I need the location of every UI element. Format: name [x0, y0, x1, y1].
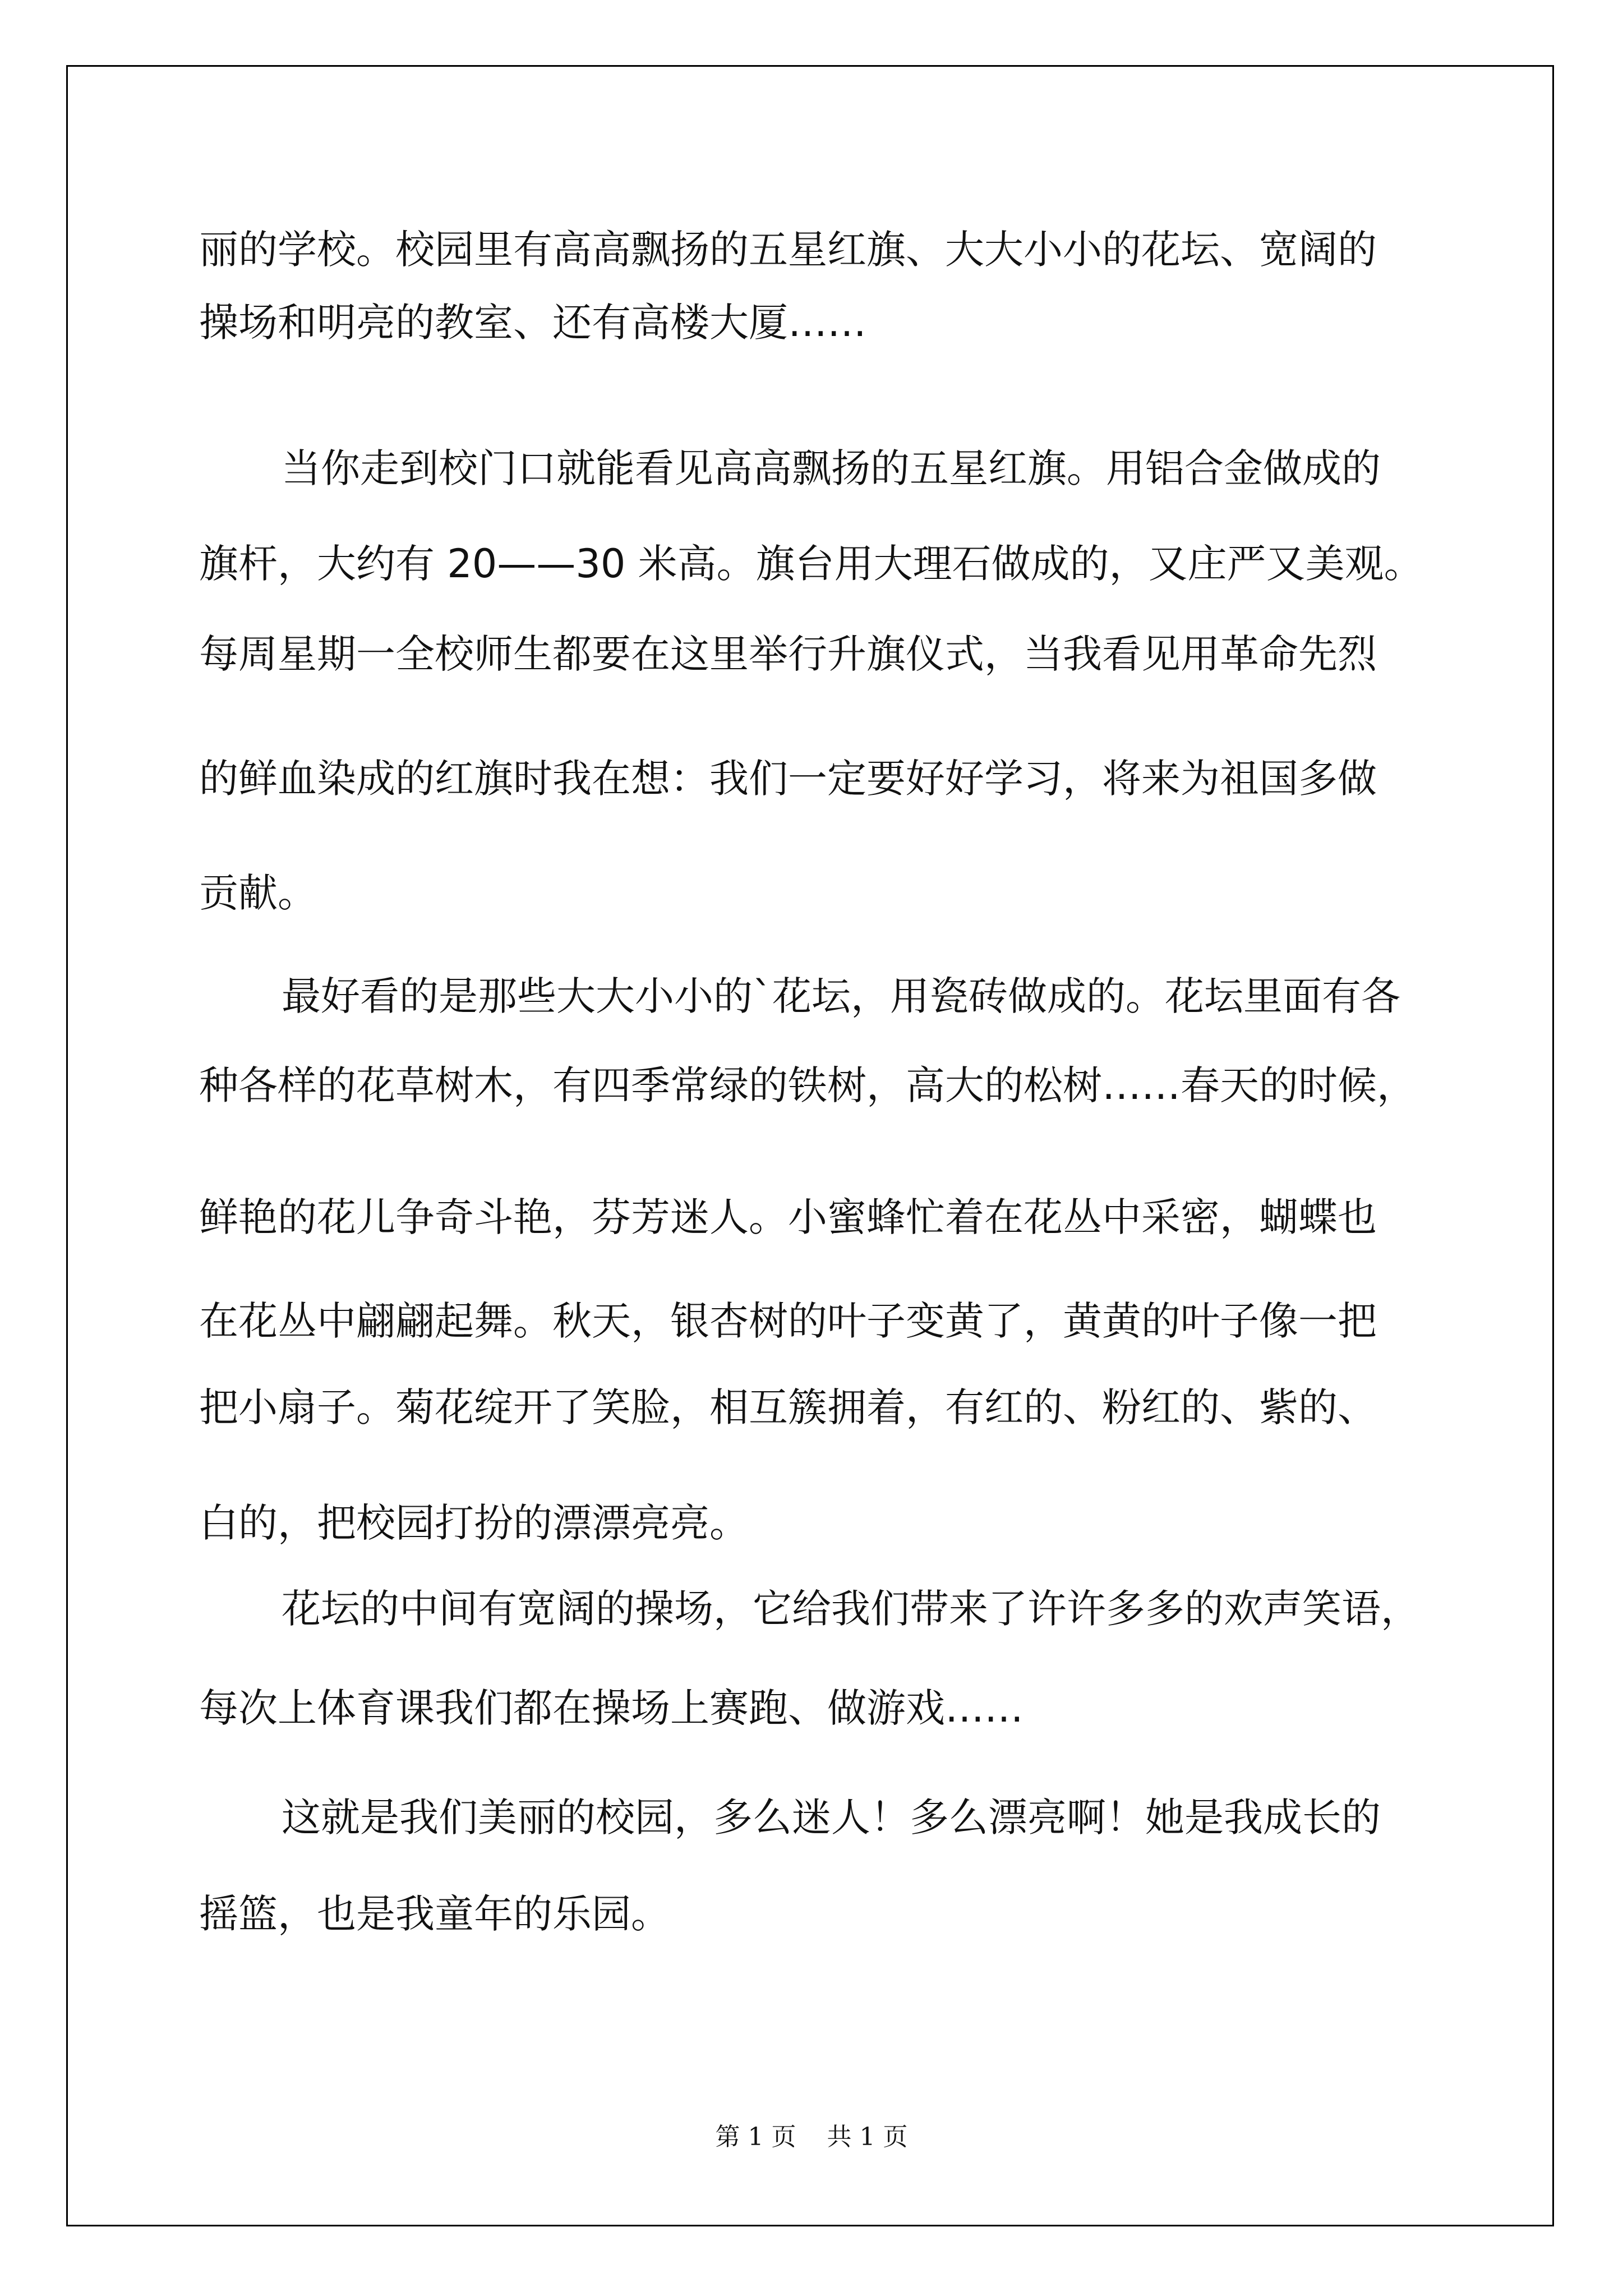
- text-line: 在花丛中翩翩起舞。秋天，银杏树的叶子变黄了，黄黄的叶子像一把: [199, 1298, 1377, 1344]
- page-number: 第 1 页: [715, 2123, 796, 2151]
- paragraph-start-line: 当你走到校门口就能看见高高飘扬的五星红旗。用铝合金做成的: [282, 445, 1381, 491]
- paragraph-start-line: 最好看的是那些大大小小的`花坛，用瓷砖做成的。花坛里面有各: [282, 973, 1400, 1019]
- text-line: 把小扇子。菊花绽开了笑脸，相互簇拥着，有红的、粉红的、紫的、: [199, 1384, 1377, 1430]
- text-line: 的鲜血染成的红旗时我在想：我们一定要好好学习，将来为祖国多做: [199, 756, 1377, 802]
- text-line: 丽的学校。校园里有高高飘扬的五星红旗、大大小小的花坛、宽阔的: [199, 227, 1377, 273]
- text-line: 操场和明亮的教室、还有高楼大厦……: [199, 300, 866, 346]
- text-line: 每周星期一全校师生都要在这里举行升旗仪式，当我看见用革命先烈: [199, 631, 1377, 677]
- paragraph-start-line: 这就是我们美丽的校园，多么迷人！多么漂亮啊！她是我成长的: [282, 1795, 1381, 1841]
- text-line: 白的，把校园打扮的漂漂亮亮。: [199, 1500, 749, 1546]
- paragraph-start-line: 花坛的中间有宽阔的操场，它给我们带来了许许多多的欢声笑语，: [282, 1586, 1420, 1632]
- text-line: 每次上体育课我们都在操场上赛跑、做游戏……: [199, 1685, 1023, 1731]
- text-line: 种各样的花草树木，有四季常绿的铁树，高大的松树……春天的时候，: [199, 1062, 1416, 1108]
- text-line: 鲜艳的花儿争奇斗艳，芬芳迷人。小蜜蜂忙着在花丛中采密，蝴蝶也: [199, 1194, 1377, 1240]
- page-footer: [0, 2125, 1623, 2150]
- text-line: 旗杆，大约有 20——30 米高。旗台用大理石做成的，又庄严又美观。: [199, 541, 1423, 587]
- page-total: 共 1 页: [827, 2123, 908, 2151]
- text-line: 贡献。: [199, 870, 317, 916]
- text-line: 摇篮，也是我童年的乐园。: [199, 1891, 670, 1937]
